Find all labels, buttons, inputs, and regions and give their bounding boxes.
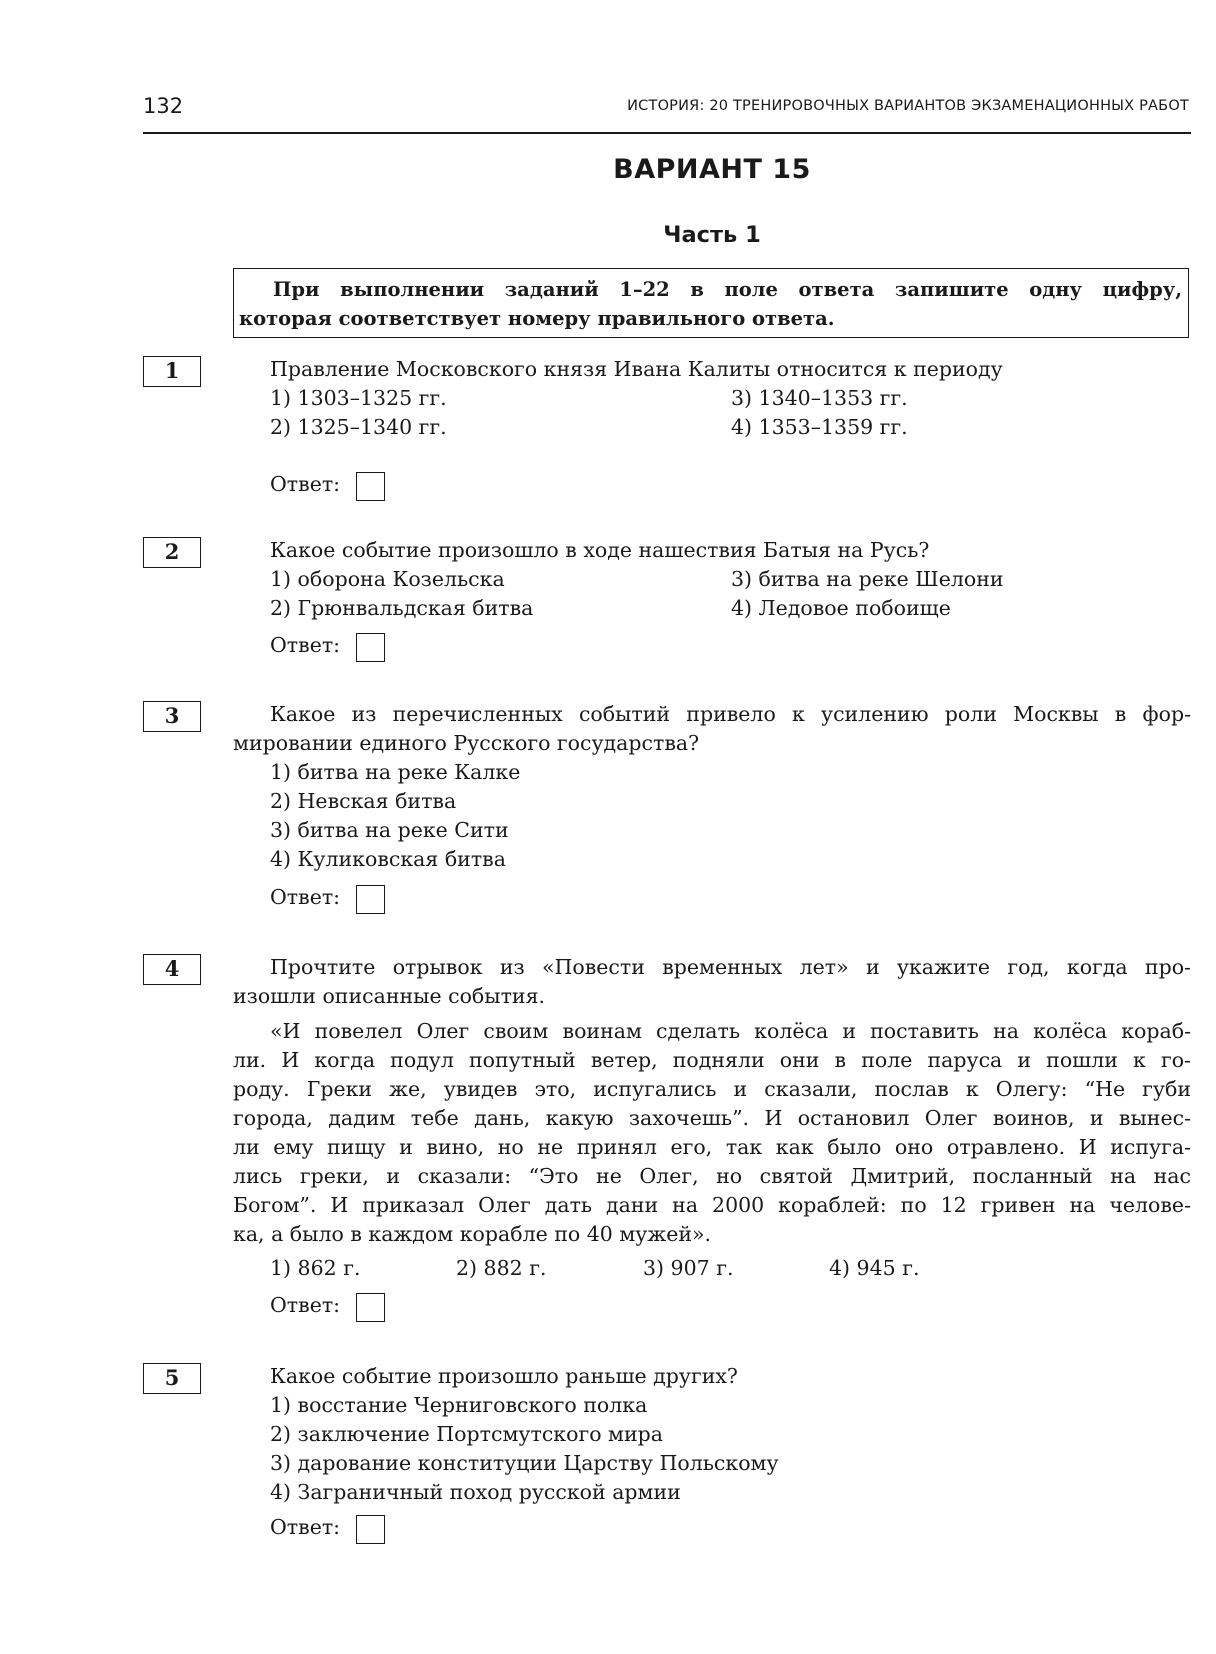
part-title: Часть 1 bbox=[663, 222, 761, 248]
task-2-question: Какое событие произошло в ходе нашествия Батыя на Русь? bbox=[270, 538, 930, 562]
task-4-quote-line-4: города, дадим тебе дань, какую захочешь”. И остановил Олег воинов, и вынес- bbox=[233, 1106, 1191, 1130]
task-3-option-1: 1) битва на реке Калке bbox=[270, 760, 521, 784]
task-1-option-1: 1) 1303–1325 гг. bbox=[270, 386, 447, 410]
instruction-box bbox=[233, 268, 1189, 338]
task-4-option-3: 3) 907 г. bbox=[643, 1256, 734, 1280]
task-3-option-3: 3) битва на реке Сити bbox=[270, 818, 509, 842]
task-1-option-2: 2) 1325–1340 гг. bbox=[270, 415, 447, 439]
task-number-5: 5 bbox=[143, 1363, 201, 1394]
task-1-question: Правление Московского князя Ивана Калиты относится к периоду bbox=[270, 357, 1003, 381]
task-5-question: Какое событие произошло раньше других? bbox=[270, 1364, 738, 1388]
task-5-option-4: 4) Заграничный поход русской армии bbox=[270, 1480, 681, 1504]
task-3-option-2: 2) Невская битва bbox=[270, 789, 457, 813]
task-1-option-3: 3) 1340–1353 гг. bbox=[731, 386, 908, 410]
task-4-question-line-2: изошли описанные события. bbox=[233, 984, 546, 1008]
task-4-quote-line-3: роду. Греки же, увидев это, испугались и сказали, послав к Олегу: “Не губи bbox=[233, 1077, 1191, 1101]
task-number-3: 3 bbox=[143, 701, 201, 732]
running-title: ИСТОРИЯ: 20 ТРЕНИРОВОЧНЫХ ВАРИАНТОВ ЭКЗАМЕНАЦИОННЫХ РАБОТ bbox=[627, 98, 1189, 114]
task-1-answer-box[interactable] bbox=[356, 472, 385, 501]
task-5-option-1: 1) восстание Черниговского полка bbox=[270, 1393, 648, 1417]
task-2-answer-box[interactable] bbox=[356, 633, 385, 662]
task-5-answer-box[interactable] bbox=[356, 1515, 385, 1544]
task-4-quote-line-2: ли. И когда подул попутный ветер, подняли они в поле паруса и пошли к го- bbox=[233, 1048, 1191, 1072]
task-3-question-line-2: мировании единого Русского государства? bbox=[233, 731, 700, 755]
task-number-2: 2 bbox=[143, 537, 201, 568]
task-5-option-3: 3) дарование конституции Царству Польскому bbox=[270, 1451, 779, 1475]
task-2-option-3: 3) битва на реке Шелони bbox=[731, 567, 1004, 591]
task-5-option-2: 2) заключение Портсмутского мира bbox=[270, 1422, 664, 1446]
instruction-line-1: При выполнении заданий 1–22 в поле ответа запишите одну цифру, bbox=[273, 278, 1182, 301]
task-4-option-2: 2) 882 г. bbox=[456, 1256, 547, 1280]
task-4-quote-line-1: «И повелел Олег своим воинам сделать колёса и поставить на колёса кораб- bbox=[270, 1019, 1191, 1043]
task-3-answer-box[interactable] bbox=[356, 885, 385, 914]
task-3-question-line-1: Какое из перечисленных событий привело к усилению роли Москвы в фор- bbox=[270, 702, 1191, 726]
task-4-answer-box[interactable] bbox=[356, 1293, 385, 1322]
task-4-question-line-1: Прочтите отрывок из «Повести временных лет» и укажите год, когда про- bbox=[270, 955, 1191, 979]
page-number: 132 bbox=[143, 94, 184, 118]
task-3-option-4: 4) Куликовская битва bbox=[270, 847, 506, 871]
task-3-answer-label: Ответ: bbox=[270, 885, 341, 909]
task-number-1: 1 bbox=[143, 356, 201, 387]
task-1-answer-label: Ответ: bbox=[270, 472, 341, 496]
task-2-option-4: 4) Ледовое побоище bbox=[731, 596, 951, 620]
task-4-quote-line-6: лись греки, и сказали: “Это не Олег, но святой Дмитрий, посланный на нас bbox=[233, 1164, 1191, 1188]
task-4-option-1: 1) 862 г. bbox=[270, 1256, 361, 1280]
variant-title: ВАРИАНТ 15 bbox=[613, 154, 811, 185]
task-1-option-4: 4) 1353–1359 гг. bbox=[731, 415, 908, 439]
task-number-4: 4 bbox=[143, 954, 201, 985]
task-5-answer-label: Ответ: bbox=[270, 1515, 341, 1539]
task-2-option-1: 1) оборона Козельска bbox=[270, 567, 505, 591]
task-2-answer-label: Ответ: bbox=[270, 633, 341, 657]
task-4-answer-label: Ответ: bbox=[270, 1293, 341, 1317]
task-4-quote-line-5: ли ему пищу и вино, но не принял его, так как было оно отравлено. И испуга- bbox=[233, 1135, 1191, 1159]
task-2-option-2: 2) Грюнвальдская битва bbox=[270, 596, 534, 620]
page-header bbox=[143, 92, 1191, 134]
task-4-option-4: 4) 945 г. bbox=[829, 1256, 920, 1280]
task-4-quote-line-8: ка, а было в каждом корабле по 40 мужей». bbox=[233, 1222, 712, 1246]
task-4-quote-line-7: Богом”. И приказал Олег дать дани на 2000 кораблей: по 12 гривен на челове- bbox=[233, 1193, 1191, 1217]
instruction-line-2: которая соответствует номеру правильного ответа. bbox=[239, 307, 835, 330]
